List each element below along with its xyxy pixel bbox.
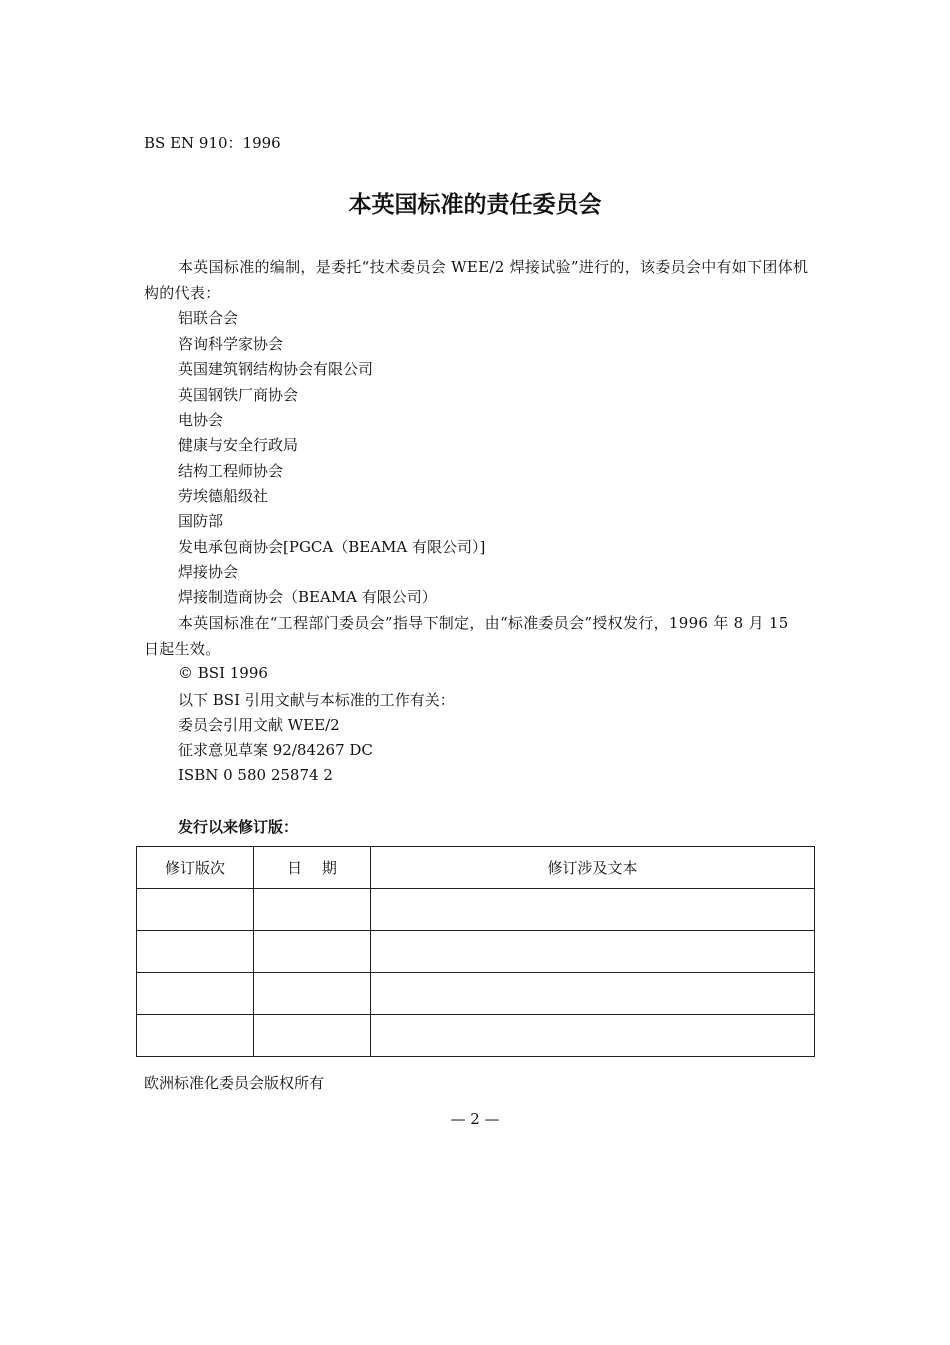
organization-item: 咨询科学家协会	[178, 335, 284, 353]
organization-item: 结构工程师协会	[178, 462, 284, 480]
table-cell	[371, 1015, 815, 1057]
references-intro: 以下 BSI 引用文献与本标准的工作有关：	[178, 691, 455, 709]
table-cell	[254, 1015, 371, 1057]
table-row	[137, 1015, 815, 1057]
page-title: 本英国标准的责任委员会	[348, 192, 602, 218]
organization-item: 电协会	[178, 411, 224, 429]
table-cell	[254, 973, 371, 1015]
organization-item: 焊接制造商协会（BEAMA 有限公司）	[178, 588, 437, 606]
organization-item: 国防部	[178, 512, 224, 530]
amendments-heading: 发行以来修订版：	[178, 818, 299, 836]
table-cell	[137, 931, 254, 973]
organization-item: 健康与安全行政局	[178, 436, 299, 454]
table-row	[137, 931, 815, 973]
column-header-date: 日 期	[254, 847, 371, 889]
organization-item: 发电承包商协会[PGCA（BEAMA 有限公司）]	[178, 538, 486, 556]
amendments-table	[136, 846, 815, 1057]
table-cell	[371, 889, 815, 931]
column-header-text-affected: 修订涉及文本	[371, 847, 815, 889]
footer-copyright-notice: 欧洲标准化委员会版权所有	[144, 1074, 325, 1092]
column-header-amendment-no: 修订版次	[137, 847, 254, 889]
organization-item: 英国建筑钢结构协会有限公司	[178, 360, 374, 378]
table-cell	[137, 973, 254, 1015]
table-row	[137, 889, 815, 931]
table-cell	[137, 889, 254, 931]
organization-item: 铝联合会	[178, 309, 239, 327]
table-cell	[371, 973, 815, 1015]
copyright-line: © BSI 1996	[178, 664, 268, 682]
table-row	[137, 973, 815, 1015]
table-cell	[254, 931, 371, 973]
table-cell	[137, 1015, 254, 1057]
table-cell	[254, 889, 371, 931]
page-number: — 2 —	[450, 1110, 500, 1128]
isbn-line: ISBN 0 580 25874 2	[178, 766, 333, 784]
organization-item: 焊接协会	[178, 563, 239, 581]
organization-item: 英国钢铁厂商协会	[178, 386, 299, 404]
organization-item: 劳埃德船级社	[178, 487, 269, 505]
intro-paragraph: 本英国标准的编制，是委托“技术委员会 WEE/2 焊接试验”进行的，该委员会中有如下团体机构的代表：	[144, 258, 809, 302]
publication-paragraph: 本英国标准在“工程部门委员会”指导下制定，由“标准委员会”授权发行，1996 年 8 月 15 日起生效。	[144, 614, 789, 658]
standard-code: BS EN 910：1996	[144, 134, 281, 152]
table-cell	[371, 931, 815, 973]
committee-reference: 委员会引用文献 WEE/2	[178, 716, 340, 734]
draft-reference: 征求意见草案 92/84267 DC	[178, 741, 373, 759]
table-header-row	[137, 847, 815, 889]
